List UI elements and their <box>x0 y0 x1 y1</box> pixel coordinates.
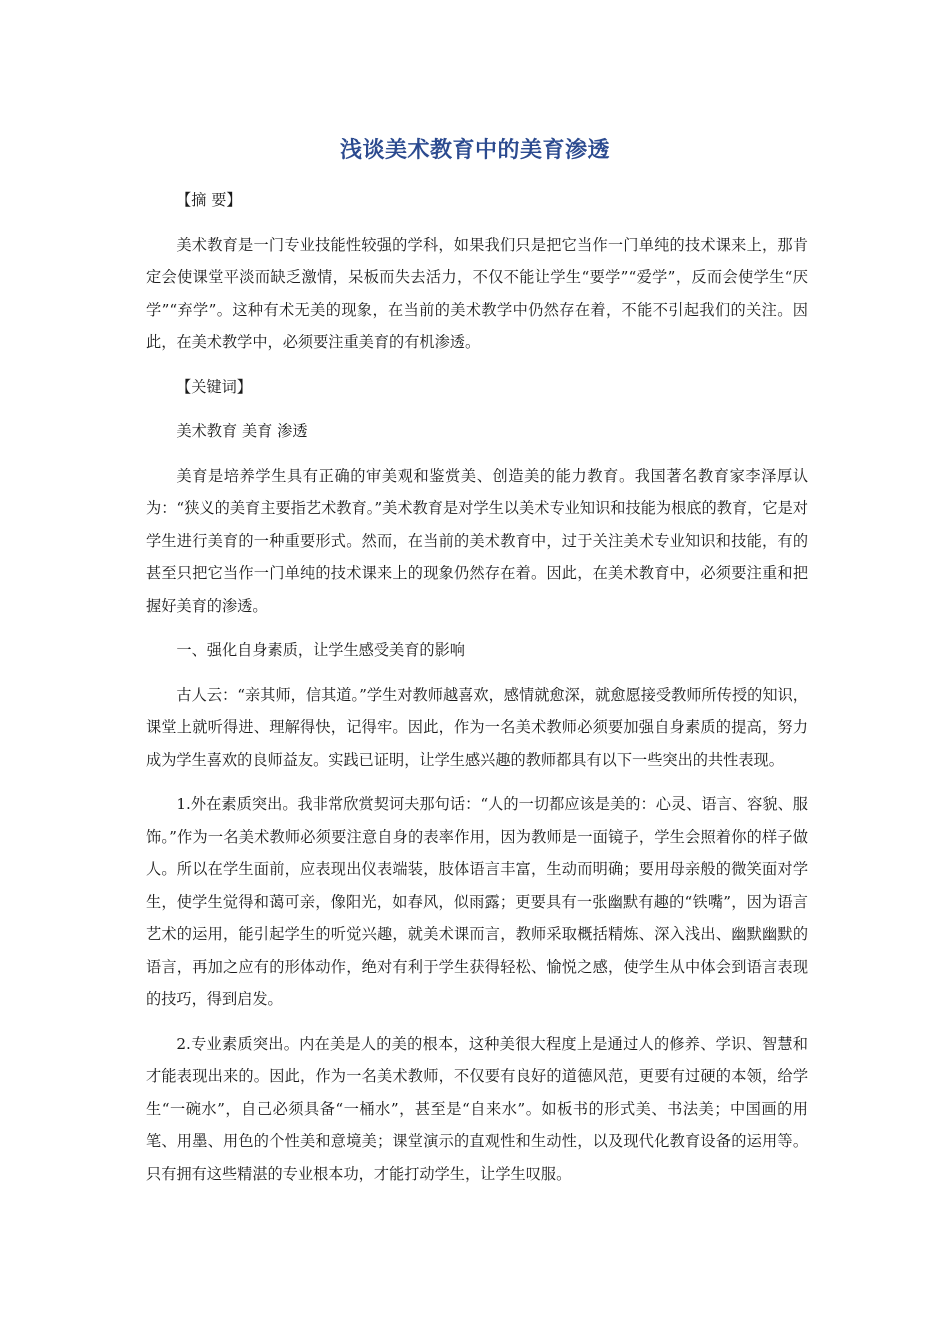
document-title: 浅谈美术教育中的美育渗透 <box>339 138 610 163</box>
keywords-paragraph: 美术教育 美育 渗透 <box>176 422 308 440</box>
point2-paragraph: 2.专业素质突出。内在美是人的美的根本，这种美很大程度上是通过人的修养、学识、智慧和才能表现出来的。因此，作为一名美术教师，不仅要有良好的道德风范，更要有过硬的本领，给学生“一碗水”，自己必须具备“一桶水”，甚至是“自来水”。如板书的形式美、书法美；中国画的用笔、用墨、用色的个性美和意境美；课堂演示的直观性和生动性，以及现代化教育设备的运用等。只有拥有这些精湛的专业根本功，才能打动学生，让学生叹服。 <box>146 1034 808 1183</box>
keywords-heading: 【关键词】 <box>176 377 252 396</box>
document-body <box>146 184 808 1202</box>
point1-paragraph: 1.外在素质突出。我非常欣赏契诃夫那句话：“人的一切都应该是美的：心灵、语言、容貌、服饰。”作为一名美术教师必须要注意自身的表率作用，因为教师是一面镜子，学生会照着你的样子做人。所以在学生面前，应表现出仪表端装，肢体语言丰富，生动而明确；要用母亲般的微笑面对学生，使学生觉得和蔼可亲，像阳光，如春风，似雨露；更要具有一张幽默有趣的“铁嘴”，因为语言艺术的运用，能引起学生的听觉兴趣，就美术课而言，教师采取概括精炼、深入浅出、幽默幽默的语言，再加之应有的形体动作，绝对有利于学生获得轻松、愉悦之感，使学生从中体会到语言表现的技巧，得到启发。 <box>146 795 808 1008</box>
section1-paragraph: 古人云：“亲其师，信其道。”学生对教师越喜欢，感情就愈深，就愈愿接受教师所传授的知识，课堂上就听得进、理解得快，记得牢。因此，作为一名美术教师必须要加强自身素质的提高，努力成为学生喜欢的良师益友。实践已证明，让学生感兴趣的教师都具有以下一些突出的共性表现。 <box>146 685 808 769</box>
abstract-paragraph: 美术教育是一门专业技能性较强的学科，如果我们只是把它当作一门单纯的技术课来上，那肯定会使课堂平淡而缺乏激情，呆板而失去活力，不仅不能让学生“要学”“爱学”，反而会使学生“厌学”“弃学”。这种有术无美的现象，在当前的美术教学中仍然存在着，不能不引起我们的关注。因此，在美术教学中，必须要注重美育的有机渗透。 <box>146 235 808 351</box>
section1-heading: 一、强化自身素质，让学生感受美育的影响 <box>176 641 465 659</box>
intro-paragraph: 美育是培养学生具有正确的审美观和鉴赏美、创造美的能力教育。我国著名教育家李泽厚认为：“狭义的美育主要指艺术教育。”美术教育是对学生以美术专业知识和技能为根底的教育，它是对学生进行美育的一种重要形式。然而，在当前的美术教育中，过于关注美术专业知识和技能，有的甚至只把它当作一门单纯的技术课来上的现象仍然存在着。因此，在美术教育中，必须要注重和把握好美育的渗透。 <box>146 466 808 615</box>
abstract-heading: 【摘 要】 <box>176 191 242 209</box>
